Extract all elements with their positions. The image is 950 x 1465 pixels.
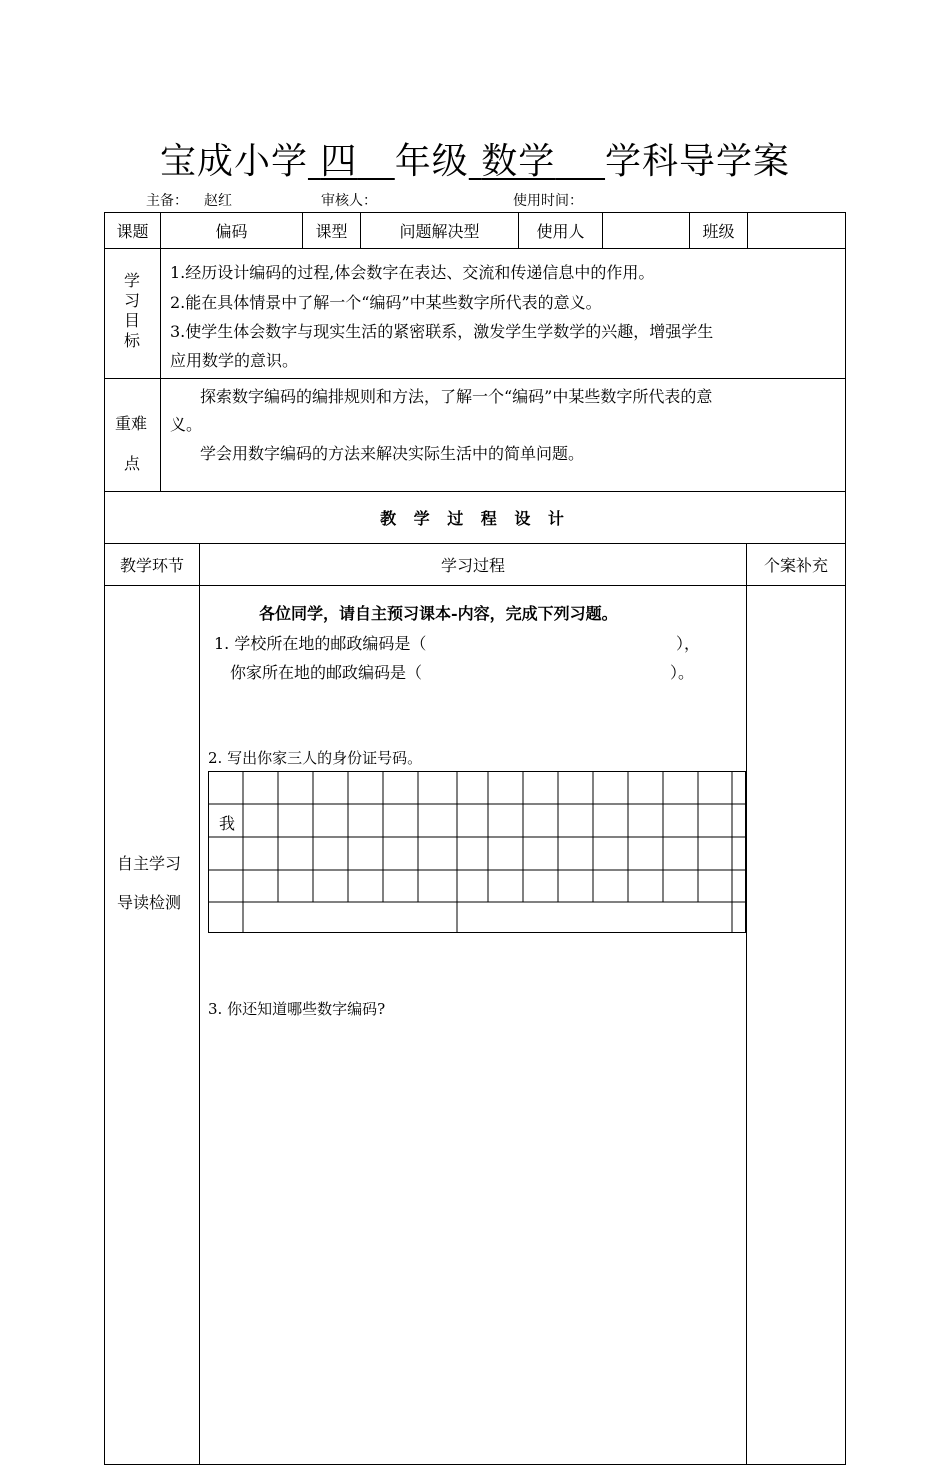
id-number-grid: [208, 771, 746, 933]
col-extra: 个案补充: [763, 556, 828, 575]
class-label: 班级: [702, 222, 735, 241]
topic-value: 偏码: [215, 222, 248, 241]
goal-item: 2.能在具体情景中了解一个“编码”中某些数字所代表的意义。: [170, 293, 602, 312]
keypoint-line: 学会用数字编码的方法来解决实际生活中的简单问题。: [200, 444, 585, 463]
keypoint-line: 义。: [170, 415, 203, 434]
col-stage: 教学环节: [119, 556, 184, 575]
author-label: 主备：: [146, 193, 188, 209]
question-3: 3. 你还知道哪些数字编码?: [208, 1000, 386, 1018]
question-1a-end: ），: [676, 634, 701, 653]
question-1b-end: ）。: [670, 663, 695, 682]
question-2: 2. 写出你家三人的身份证号码。: [208, 749, 423, 767]
user-label: 使用人: [536, 222, 585, 241]
goal-item: 应用数学的意识。: [170, 351, 299, 370]
reviewer-label: 审核人：: [321, 193, 377, 209]
author-name: 赵红: [204, 193, 232, 209]
process-intro: 各位同学，请自主预习课本-内容，完成下列习题。: [259, 604, 618, 623]
grid-label-me: 我: [219, 814, 236, 833]
grid-lines: [208, 771, 746, 933]
topic-label: 课题: [116, 222, 149, 241]
process-heading: 教 学 过 程 设 计: [380, 509, 570, 528]
goals-label: 学 习 目 标: [123, 271, 140, 350]
stage-label-1: 自主学习: [117, 854, 182, 873]
col-process: 学习过程: [440, 556, 505, 575]
type-label: 课型: [315, 222, 348, 241]
keypoint-line: 探索数字编码的编排规则和方法，了解一个“编码”中某些数字所代表的意: [200, 387, 713, 406]
stage-label-2: 导读检测: [117, 893, 182, 912]
question-1b: 你家所在地的邮政编码是（: [230, 663, 423, 682]
goal-item: 3.使学生体会数字与现实生活的紧密联系，激发学生学数学的兴趣，增强学生: [170, 322, 714, 341]
page-title: 宝成小学 四 年级 数学 学科导学案: [159, 141, 791, 182]
keypoints-label-2: 点: [124, 454, 141, 473]
title-grade: 四: [320, 141, 358, 182]
title-subject: 数学: [481, 141, 556, 182]
keypoints-label-1: 重难: [115, 414, 148, 433]
question-1a: 1. 学校所在地的邮政编码是（: [214, 634, 427, 653]
date-label: 使用时间：: [513, 193, 583, 209]
goal-item: 1.经历设计编码的过程,体会数字在表达、交流和传递信息中的作用。: [170, 263, 655, 282]
type-value: 问题解决型: [399, 222, 480, 241]
